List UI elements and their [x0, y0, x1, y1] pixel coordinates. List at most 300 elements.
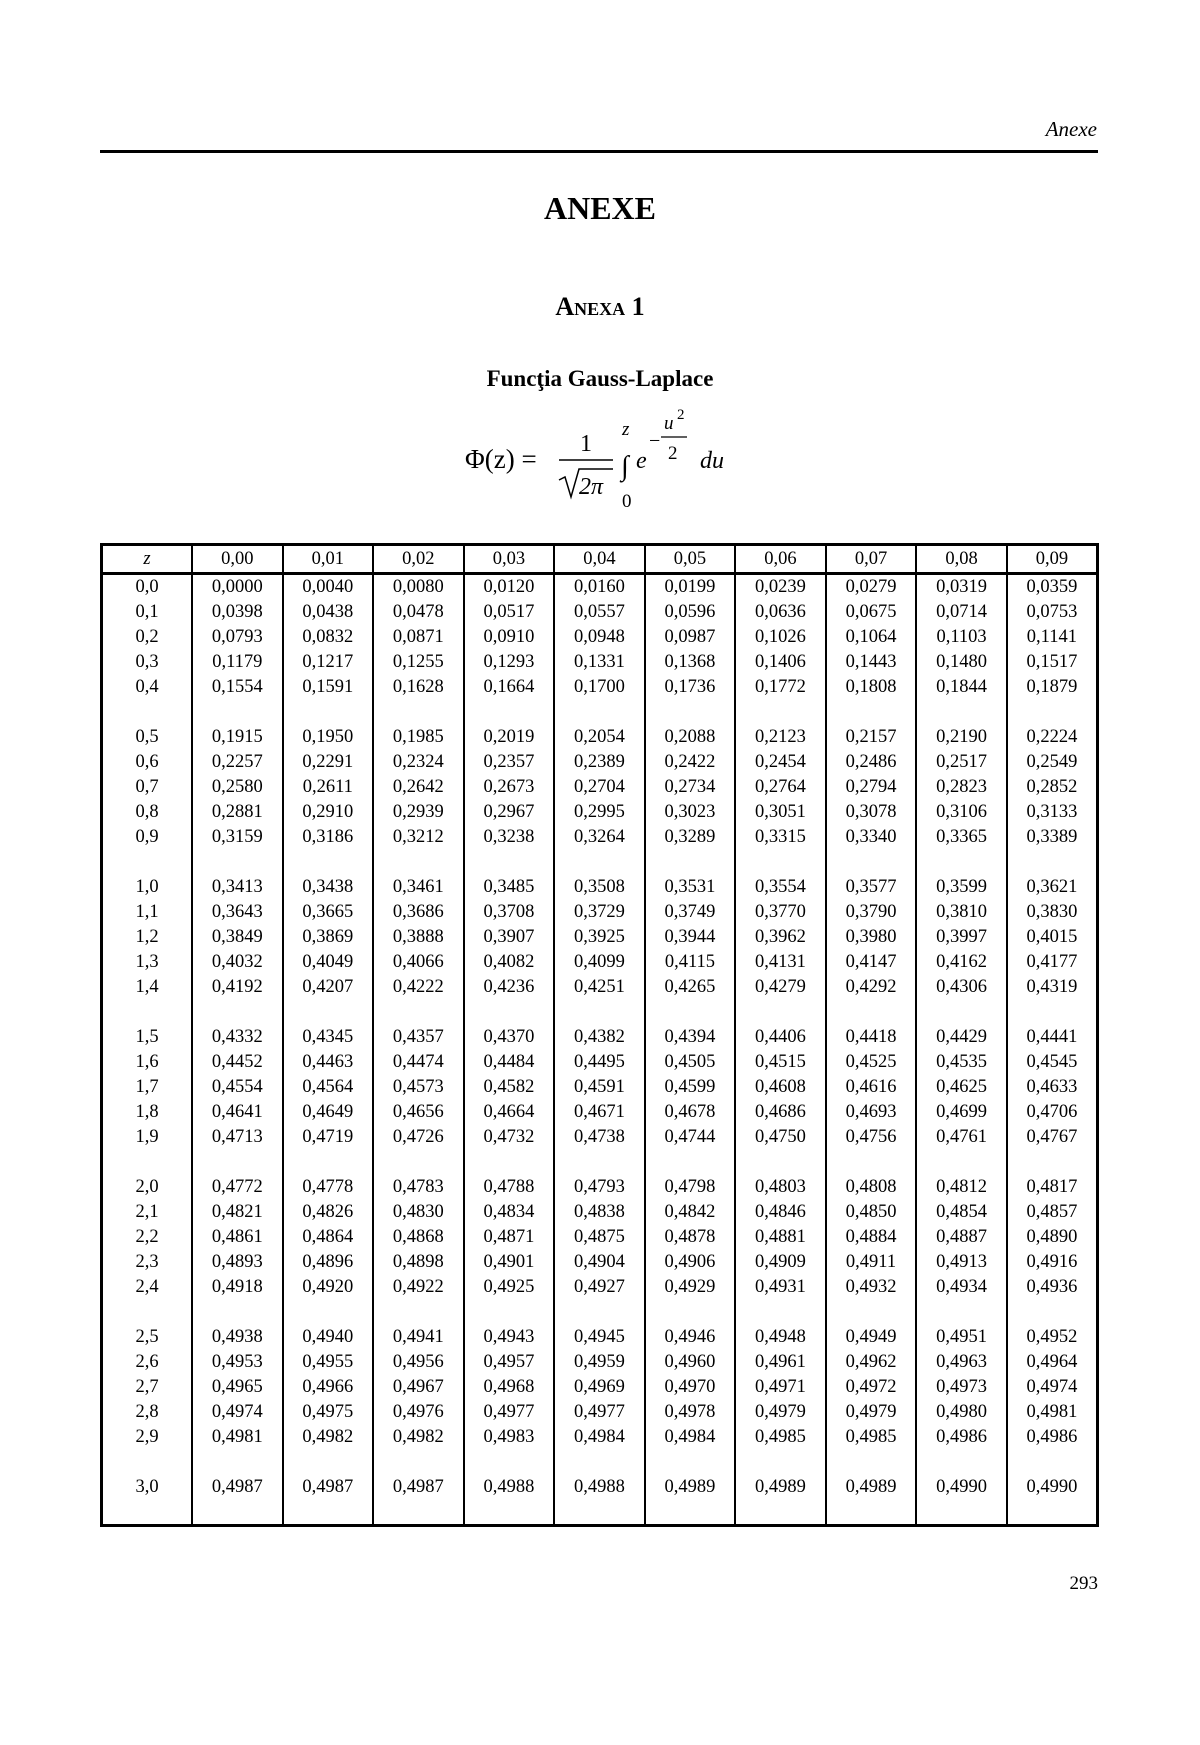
- z-value-cell: 0,1: [102, 600, 193, 625]
- phi-value-cell: 0,4332: [192, 1000, 283, 1050]
- table-row: [102, 675, 1098, 700]
- table-header-row: [102, 545, 1098, 574]
- phi-value-cell: 0,1628: [373, 675, 464, 700]
- phi-value-cell: 0,4418: [826, 1000, 917, 1050]
- phi-value-cell: 0,4940: [283, 1300, 374, 1350]
- phi-value-cell: 0,4984: [554, 1425, 645, 1450]
- phi-value-cell: 0,4965: [192, 1375, 283, 1400]
- function-title: Funcţia Gauss-Laplace: [486, 366, 714, 391]
- phi-value-cell: 0,4971: [735, 1375, 826, 1400]
- phi-value-cell: 0,4678: [645, 1100, 736, 1125]
- phi-value-cell: 0,4756: [826, 1125, 917, 1150]
- phi-value-cell: 0,4920: [283, 1275, 374, 1300]
- phi-value-cell: 0,0832: [283, 625, 374, 650]
- phi-value-cell: 0,4896: [283, 1250, 374, 1275]
- phi-value-cell: 0,4989: [645, 1450, 736, 1500]
- phi-value-cell: 0,4099: [554, 950, 645, 975]
- phi-value-cell: 0,2642: [373, 775, 464, 800]
- phi-value-cell: 0,4345: [283, 1000, 374, 1050]
- phi-value-cell: 0,1406: [735, 650, 826, 675]
- phi-value-cell: 0,2673: [464, 775, 555, 800]
- table-row: [102, 700, 1098, 750]
- phi-value-cell: 0,4953: [192, 1350, 283, 1375]
- column-header: 0,05: [645, 545, 736, 574]
- phi-value-cell: 0,3907: [464, 925, 555, 950]
- phi-value-cell: 0,4909: [735, 1250, 826, 1275]
- phi-value-cell: 0,3315: [735, 825, 826, 850]
- phi-value-cell: 0,4959: [554, 1350, 645, 1375]
- phi-value-cell: 0,2486: [826, 750, 917, 775]
- phi-value-cell: 0,4693: [826, 1100, 917, 1125]
- phi-value-cell: 0,2257: [192, 750, 283, 775]
- gauss-laplace-table: [100, 543, 1099, 1527]
- table-row: [102, 1200, 1098, 1225]
- table-row: [102, 1000, 1098, 1050]
- phi-value-cell: 0,3413: [192, 850, 283, 900]
- phi-value-cell: 0,4948: [735, 1300, 826, 1350]
- phi-value-cell: 0,4972: [826, 1375, 917, 1400]
- phi-value-cell: 0,3508: [554, 850, 645, 900]
- phi-value-cell: 0,4292: [826, 975, 917, 1000]
- phi-value-cell: 0,0120: [464, 574, 555, 601]
- phi-value-cell: 0,3554: [735, 850, 826, 900]
- phi-value-cell: 0,4979: [826, 1400, 917, 1425]
- z-value-cell: 1,9: [102, 1125, 193, 1150]
- phi-value-cell: 0,2422: [645, 750, 736, 775]
- running-head: Anexe: [1045, 117, 1097, 141]
- phi-value-cell: 0,0714: [916, 600, 1007, 625]
- table-row: [102, 1100, 1098, 1125]
- phi-value-cell: 0,1879: [1007, 675, 1098, 700]
- phi-value-cell: 0,4969: [554, 1375, 645, 1400]
- phi-value-cell: 0,4982: [373, 1425, 464, 1450]
- phi-value-cell: 0,1915: [192, 700, 283, 750]
- phi-value-cell: 0,0596: [645, 600, 736, 625]
- table-row: [102, 750, 1098, 775]
- phi-value-cell: 0,2764: [735, 775, 826, 800]
- phi-value-cell: 0,4306: [916, 975, 1007, 1000]
- page-number: 293: [1069, 1573, 1098, 1594]
- phi-value-cell: 0,2881: [192, 800, 283, 825]
- z-value-cell: 1,7: [102, 1075, 193, 1100]
- phi-value-cell: 0,4922: [373, 1275, 464, 1300]
- empty-cell: [1007, 1500, 1098, 1526]
- phi-value-cell: 0,3962: [735, 925, 826, 950]
- table-row: [102, 775, 1098, 800]
- phi-value-cell: 0,2611: [283, 775, 374, 800]
- phi-value-cell: 0,1985: [373, 700, 464, 750]
- phi-value-cell: 0,4452: [192, 1050, 283, 1075]
- phi-value-cell: 0,4319: [1007, 975, 1098, 1000]
- phi-value-cell: 0,4960: [645, 1350, 736, 1375]
- phi-value-cell: 0,3365: [916, 825, 1007, 850]
- phi-value-cell: 0,4066: [373, 950, 464, 975]
- phi-value-cell: 0,4564: [283, 1075, 374, 1100]
- z-value-cell: 3,0: [102, 1450, 193, 1500]
- phi-value-cell: 0,4904: [554, 1250, 645, 1275]
- phi-value-cell: 0,4474: [373, 1050, 464, 1075]
- phi-value-cell: 0,4664: [464, 1100, 555, 1125]
- phi-value-cell: 0,4929: [645, 1275, 736, 1300]
- phi-value-cell: 0,3925: [554, 925, 645, 950]
- phi-value-cell: 0,0478: [373, 600, 464, 625]
- gauss-laplace-formula: [455, 395, 745, 515]
- phi-value-cell: 0,4978: [645, 1400, 736, 1425]
- phi-value-cell: 0,4761: [916, 1125, 1007, 1150]
- phi-value-cell: 0,4750: [735, 1125, 826, 1150]
- empty-cell: [735, 1500, 826, 1526]
- z-value-cell: 0,7: [102, 775, 193, 800]
- phi-value-cell: 0,2190: [916, 700, 1007, 750]
- phi-value-cell: 0,4987: [283, 1450, 374, 1500]
- phi-value-cell: 0,4932: [826, 1275, 917, 1300]
- empty-cell: [554, 1500, 645, 1526]
- phi-value-cell: 0,4649: [283, 1100, 374, 1125]
- phi-value-cell: 0,2939: [373, 800, 464, 825]
- phi-value-cell: 0,2794: [826, 775, 917, 800]
- phi-value-cell: 0,4177: [1007, 950, 1098, 975]
- column-header: 0,09: [1007, 545, 1098, 574]
- phi-value-cell: 0,3212: [373, 825, 464, 850]
- phi-value-cell: 0,3665: [283, 900, 374, 925]
- phi-value-cell: 0,4032: [192, 950, 283, 975]
- table-row: [102, 650, 1098, 675]
- phi-value-cell: 0,4931: [735, 1275, 826, 1300]
- phi-value-cell: 0,4982: [283, 1425, 374, 1450]
- phi-value-cell: 0,4732: [464, 1125, 555, 1150]
- phi-value-cell: 0,2517: [916, 750, 1007, 775]
- phi-value-cell: 0,3708: [464, 900, 555, 925]
- phi-value-cell: 0,4968: [464, 1375, 555, 1400]
- phi-value-cell: 0,4744: [645, 1125, 736, 1150]
- phi-value-cell: 0,4641: [192, 1100, 283, 1125]
- page-title: ANEXE: [543, 190, 656, 226]
- table-row: [102, 825, 1098, 850]
- phi-value-cell: 0,4989: [826, 1450, 917, 1500]
- phi-value-cell: 0,4881: [735, 1225, 826, 1250]
- formula-upper-limit: z: [622, 419, 630, 440]
- table-row: [102, 1050, 1098, 1075]
- empty-cell: [826, 1500, 917, 1526]
- phi-value-cell: 0,4864: [283, 1225, 374, 1250]
- z-value-cell: 2,9: [102, 1425, 193, 1450]
- phi-value-cell: 0,4826: [283, 1200, 374, 1225]
- phi-value-cell: 0,4817: [1007, 1150, 1098, 1200]
- phi-value-cell: 0,0239: [735, 574, 826, 601]
- table-row: [102, 1400, 1098, 1425]
- phi-value-cell: 0,0871: [373, 625, 464, 650]
- phi-value-cell: 0,3749: [645, 900, 736, 925]
- phi-value-cell: 0,1480: [916, 650, 1007, 675]
- phi-value-cell: 0,4772: [192, 1150, 283, 1200]
- phi-value-cell: 0,0000: [192, 574, 283, 601]
- phi-value-cell: 0,0160: [554, 574, 645, 601]
- formula-lower-limit: 0: [622, 491, 632, 512]
- phi-value-cell: 0,4656: [373, 1100, 464, 1125]
- table-row: [102, 1150, 1098, 1200]
- phi-value-cell: 0,2157: [826, 700, 917, 750]
- phi-value-cell: 0,4394: [645, 1000, 736, 1050]
- header-rule: [100, 150, 1098, 153]
- phi-value-cell: 0,4957: [464, 1350, 555, 1375]
- formula-exponent-minus: −: [649, 430, 661, 452]
- z-value-cell: 1,2: [102, 925, 193, 950]
- empty-cell: [283, 1500, 374, 1526]
- phi-value-cell: 0,4893: [192, 1250, 283, 1275]
- phi-value-cell: 0,1772: [735, 675, 826, 700]
- phi-value-cell: 0,1179: [192, 650, 283, 675]
- phi-value-cell: 0,4778: [283, 1150, 374, 1200]
- table-body: [102, 574, 1098, 1526]
- phi-value-cell: 0,4976: [373, 1400, 464, 1425]
- z-value-cell: 0,8: [102, 800, 193, 825]
- phi-value-cell: 0,4545: [1007, 1050, 1098, 1075]
- phi-value-cell: 0,4963: [916, 1350, 1007, 1375]
- phi-value-cell: 0,0398: [192, 600, 283, 625]
- phi-value-cell: 0,2910: [283, 800, 374, 825]
- table-row: [102, 800, 1098, 825]
- phi-value-cell: 0,3238: [464, 825, 555, 850]
- phi-value-cell: 0,4984: [645, 1425, 736, 1450]
- phi-value-cell: 0,3944: [645, 925, 736, 950]
- phi-value-cell: 0,3599: [916, 850, 1007, 900]
- phi-value-cell: 0,0753: [1007, 600, 1098, 625]
- phi-value-cell: 0,2549: [1007, 750, 1098, 775]
- phi-value-cell: 0,0793: [192, 625, 283, 650]
- z-value-cell: 1,6: [102, 1050, 193, 1075]
- phi-value-cell: 0,0438: [283, 600, 374, 625]
- z-value-cell: 2,7: [102, 1375, 193, 1400]
- column-header: 0,01: [283, 545, 374, 574]
- phi-value-cell: 0,4884: [826, 1225, 917, 1250]
- phi-value-cell: 0,0319: [916, 574, 1007, 601]
- phi-value-cell: 0,0040: [283, 574, 374, 601]
- phi-value-cell: 0,4946: [645, 1300, 736, 1350]
- table-row: [102, 1125, 1098, 1150]
- phi-value-cell: 0,4850: [826, 1200, 917, 1225]
- formula-denominator: 2π: [579, 474, 604, 500]
- z-value-cell: 2,0: [102, 1150, 193, 1200]
- z-value-cell: 2,5: [102, 1300, 193, 1350]
- phi-value-cell: 0,0910: [464, 625, 555, 650]
- phi-value-cell: 0,2357: [464, 750, 555, 775]
- table-row: [102, 950, 1098, 975]
- phi-value-cell: 0,3461: [373, 850, 464, 900]
- table-row: [102, 1225, 1098, 1250]
- table-bottom-spacer: [102, 1500, 1098, 1526]
- phi-value-cell: 0,3869: [283, 925, 374, 950]
- formula-base: e: [636, 448, 647, 474]
- phi-value-cell: 0,3531: [645, 850, 736, 900]
- phi-value-cell: 0,3997: [916, 925, 1007, 950]
- phi-value-cell: 0,4279: [735, 975, 826, 1000]
- phi-value-cell: 0,4429: [916, 1000, 1007, 1050]
- empty-cell: [192, 1500, 283, 1526]
- phi-value-cell: 0,2019: [464, 700, 555, 750]
- phi-value-cell: 0,3643: [192, 900, 283, 925]
- phi-value-cell: 0,3389: [1007, 825, 1098, 850]
- phi-value-cell: 0,3133: [1007, 800, 1098, 825]
- phi-value-cell: 0,4207: [283, 975, 374, 1000]
- phi-value-cell: 0,4608: [735, 1075, 826, 1100]
- phi-value-cell: 0,3106: [916, 800, 1007, 825]
- phi-value-cell: 0,4495: [554, 1050, 645, 1075]
- phi-value-cell: 0,4934: [916, 1275, 1007, 1300]
- phi-value-cell: 0,1255: [373, 650, 464, 675]
- phi-value-cell: 0,2734: [645, 775, 736, 800]
- phi-value-cell: 0,4599: [645, 1075, 736, 1100]
- phi-value-cell: 0,4633: [1007, 1075, 1098, 1100]
- phi-value-cell: 0,4951: [916, 1300, 1007, 1350]
- formula-exponent-numerator: u: [664, 413, 674, 434]
- table-row: [102, 1350, 1098, 1375]
- phi-value-cell: 0,4821: [192, 1200, 283, 1225]
- phi-value-cell: 0,4015: [1007, 925, 1098, 950]
- phi-value-cell: 0,4515: [735, 1050, 826, 1075]
- phi-value-cell: 0,4582: [464, 1075, 555, 1100]
- phi-value-cell: 0,4898: [373, 1250, 464, 1275]
- phi-value-cell: 0,4671: [554, 1100, 645, 1125]
- phi-value-cell: 0,0987: [645, 625, 736, 650]
- phi-value-cell: 0,4838: [554, 1200, 645, 1225]
- phi-value-cell: 0,4941: [373, 1300, 464, 1350]
- phi-value-cell: 0,2823: [916, 775, 1007, 800]
- phi-value-cell: 0,1331: [554, 650, 645, 675]
- phi-value-cell: 0,4783: [373, 1150, 464, 1200]
- phi-value-cell: 0,3770: [735, 900, 826, 925]
- phi-value-cell: 0,4719: [283, 1125, 374, 1150]
- z-value-cell: 1,5: [102, 1000, 193, 1050]
- table-row: [102, 574, 1098, 601]
- phi-value-cell: 0,4162: [916, 950, 1007, 975]
- phi-value-cell: 0,4616: [826, 1075, 917, 1100]
- phi-value-cell: 0,4890: [1007, 1225, 1098, 1250]
- phi-value-cell: 0,4535: [916, 1050, 1007, 1075]
- table-row: [102, 1075, 1098, 1100]
- phi-value-cell: 0,2389: [554, 750, 645, 775]
- phi-value-cell: 0,4986: [916, 1425, 1007, 1450]
- phi-value-cell: 0,4706: [1007, 1100, 1098, 1125]
- phi-value-cell: 0,4082: [464, 950, 555, 975]
- phi-value-cell: 0,4980: [916, 1400, 1007, 1425]
- phi-value-cell: 0,4955: [283, 1350, 374, 1375]
- phi-value-cell: 0,4975: [283, 1400, 374, 1425]
- table-row: [102, 925, 1098, 950]
- column-header: 0,07: [826, 545, 917, 574]
- phi-value-cell: 0,4861: [192, 1225, 283, 1250]
- z-value-cell: 0,5: [102, 700, 193, 750]
- phi-value-cell: 0,3051: [735, 800, 826, 825]
- phi-value-cell: 0,4952: [1007, 1300, 1098, 1350]
- phi-value-cell: 0,1808: [826, 675, 917, 700]
- phi-value-cell: 0,4967: [373, 1375, 464, 1400]
- phi-value-cell: 0,4265: [645, 975, 736, 1000]
- z-value-cell: 1,0: [102, 850, 193, 900]
- phi-value-cell: 0,2088: [645, 700, 736, 750]
- phi-value-cell: 0,4222: [373, 975, 464, 1000]
- phi-value-cell: 0,3686: [373, 900, 464, 925]
- phi-value-cell: 0,1217: [283, 650, 374, 675]
- phi-value-cell: 0,4788: [464, 1150, 555, 1200]
- phi-value-cell: 0,4686: [735, 1100, 826, 1125]
- phi-value-cell: 0,2054: [554, 700, 645, 750]
- z-value-cell: 1,8: [102, 1100, 193, 1125]
- phi-value-cell: 0,4573: [373, 1075, 464, 1100]
- phi-value-cell: 0,1026: [735, 625, 826, 650]
- phi-value-cell: 0,4913: [916, 1250, 1007, 1275]
- phi-value-cell: 0,0948: [554, 625, 645, 650]
- z-value-cell: 0,4: [102, 675, 193, 700]
- phi-value-cell: 0,0675: [826, 600, 917, 625]
- phi-value-cell: 0,4927: [554, 1275, 645, 1300]
- z-value-cell: 0,2: [102, 625, 193, 650]
- phi-value-cell: 0,4591: [554, 1075, 645, 1100]
- phi-value-cell: 0,4842: [645, 1200, 736, 1225]
- phi-value-cell: 0,4988: [554, 1450, 645, 1500]
- phi-value-cell: 0,0636: [735, 600, 826, 625]
- phi-value-cell: 0,4988: [464, 1450, 555, 1500]
- table-row: [102, 625, 1098, 650]
- z-value-cell: 2,6: [102, 1350, 193, 1375]
- phi-value-cell: 0,4554: [192, 1075, 283, 1100]
- phi-value-cell: 0,2995: [554, 800, 645, 825]
- phi-value-cell: 0,3438: [283, 850, 374, 900]
- phi-value-cell: 0,2224: [1007, 700, 1098, 750]
- phi-value-cell: 0,4854: [916, 1200, 1007, 1225]
- empty-cell: [464, 1500, 555, 1526]
- phi-value-cell: 0,1844: [916, 675, 1007, 700]
- phi-value-cell: 0,4943: [464, 1300, 555, 1350]
- phi-value-cell: 0,4887: [916, 1225, 1007, 1250]
- phi-value-cell: 0,4131: [735, 950, 826, 975]
- column-header: 0,04: [554, 545, 645, 574]
- empty-cell: [645, 1500, 736, 1526]
- annex-title: Anexa 1: [555, 292, 645, 321]
- phi-value-cell: 0,0080: [373, 574, 464, 601]
- phi-value-cell: 0,4949: [826, 1300, 917, 1350]
- z-value-cell: 0,3: [102, 650, 193, 675]
- phi-value-cell: 0,4236: [464, 975, 555, 1000]
- z-value-cell: 0,6: [102, 750, 193, 775]
- formula-lhs: Φ(z) =: [465, 444, 537, 474]
- column-header: 0,06: [735, 545, 826, 574]
- phi-value-cell: 0,4857: [1007, 1200, 1098, 1225]
- phi-value-cell: 0,4964: [1007, 1350, 1098, 1375]
- table-row: [102, 1250, 1098, 1275]
- phi-value-cell: 0,1443: [826, 650, 917, 675]
- phi-value-cell: 0,4985: [826, 1425, 917, 1450]
- phi-value-cell: 0,4901: [464, 1250, 555, 1275]
- phi-value-cell: 0,4911: [826, 1250, 917, 1275]
- integral-sign-icon: ∫: [621, 451, 629, 482]
- phi-value-cell: 0,3810: [916, 900, 1007, 925]
- table-row: [102, 1300, 1098, 1350]
- phi-value-cell: 0,4382: [554, 1000, 645, 1050]
- table-row: [102, 1375, 1098, 1400]
- phi-value-cell: 0,2324: [373, 750, 464, 775]
- z-value-cell: 2,3: [102, 1250, 193, 1275]
- phi-value-cell: 0,4357: [373, 1000, 464, 1050]
- phi-value-cell: 0,4925: [464, 1275, 555, 1300]
- phi-value-cell: 0,4938: [192, 1300, 283, 1350]
- phi-value-cell: 0,4918: [192, 1275, 283, 1300]
- phi-value-cell: 0,4979: [735, 1400, 826, 1425]
- phi-value-cell: 0,4945: [554, 1300, 645, 1350]
- phi-value-cell: 0,4115: [645, 950, 736, 975]
- table-row: [102, 975, 1098, 1000]
- phi-value-cell: 0,3621: [1007, 850, 1098, 900]
- phi-value-cell: 0,4798: [645, 1150, 736, 1200]
